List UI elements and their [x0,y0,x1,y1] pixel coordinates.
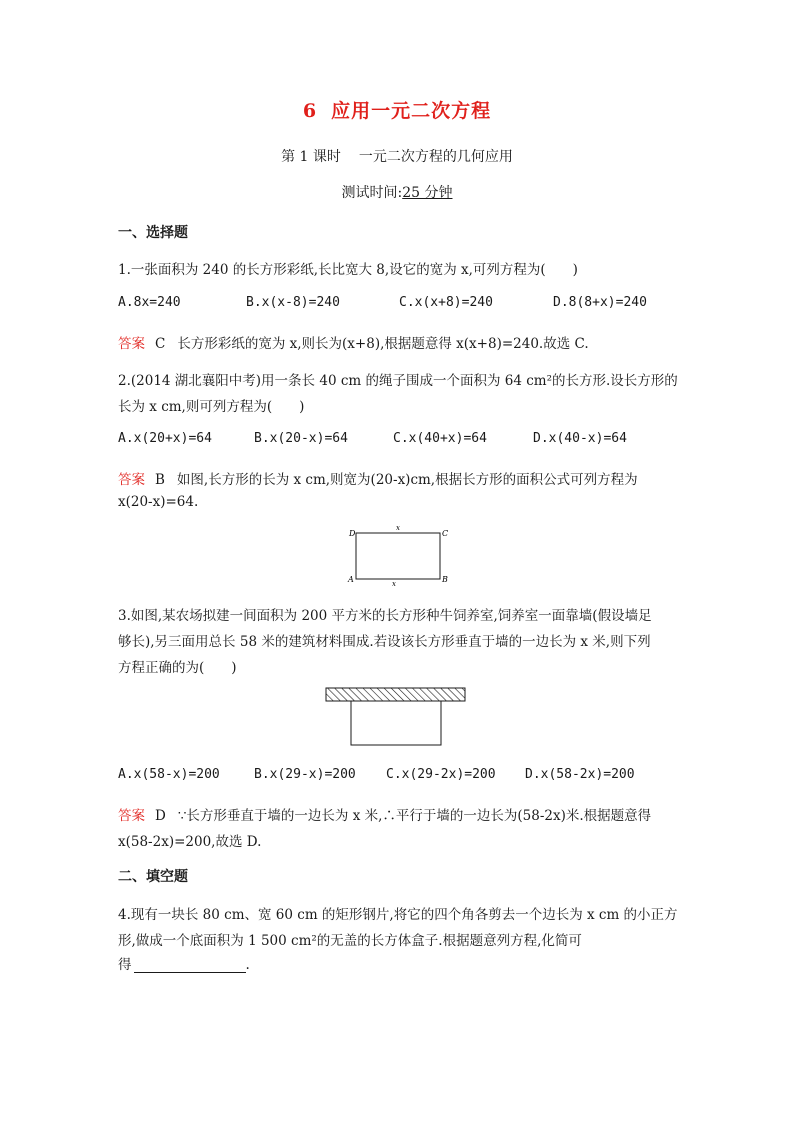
lesson-subtitle [0,146,794,166]
side-label-bottom: x [392,580,396,586]
q3-option-d: D.x(58-2x)=200 [525,767,635,782]
q2-answer [118,468,678,488]
test-time [0,182,794,202]
q1-option-b: B.x(x-8)=240 [246,295,340,310]
section-choice-title: 一、选择题 [118,225,188,241]
vertex-b: B [442,575,448,584]
q4-line3-prefix: 得 [118,957,132,973]
q4-line3-suffix: . [245,957,250,973]
vertex-c: C [442,529,449,538]
q1-explanation: 长方形彩纸的宽为 x,则长为(x+8),根据题意得 x(x+8)=240.故选 C. [177,336,589,352]
q3-answer [118,804,678,824]
lesson-label: 第 1 课时 [281,149,341,165]
chapter-title [0,96,794,123]
q3-answer-letter: D [155,808,166,824]
q1-answer-label: 答案 [118,336,145,352]
q3-explanation-line1: ∵长方形垂直于墙的一边长为 x 米,∴平行于墙的一边长为(58-2x)米.根据题意得 [177,808,652,824]
q1-answer [118,332,678,352]
lesson-title: 一元二次方程的几何应用 [358,149,513,165]
q3-option-c: C.x(29-2x)=200 [386,767,496,782]
enclosure-fence [351,701,441,745]
q1-option-d: D.8(8+x)=240 [553,295,647,310]
q2-stem-line1: 2.(2014 湖北襄阳中考)用一条长 40 cm 的绳子围成一个面积为 64 cm²的长方形.设长方形的 [118,373,678,389]
q3-stem-line3: 方程正确的为( ) [118,660,237,676]
q2-explanation-line1: 如图,长方形的长为 x cm,则宽为(20-x)cm,根据长方形的面积公式可列方程为 [176,472,638,488]
q1-answer-letter: C [155,336,166,352]
test-time-value: 25 分钟 [402,185,453,201]
q2-option-b: B.x(20-x)=64 [254,431,348,446]
test-time-prefix: 测试时间: [341,185,403,201]
q4-stem-line2: 形,做成一个底面积为 1 500 cm²的无盖的长方体盒子.根据题意列方程,化简可 [118,933,582,949]
q2-stem-line2: 长为 x cm,则可列方程为( ) [118,399,305,415]
q3-option-a: A.x(58-x)=200 [118,767,220,782]
q2-option-d: D.x(40-x)=64 [533,431,627,446]
q3-enclosure-figure [325,686,467,748]
chapter-title-text: 应用一元二次方程 [331,100,492,122]
q3-option-b: B.x(29-x)=200 [254,767,356,782]
q3-stem-line1: 3.如图,某农场拟建一间面积为 200 平方米的长方形种牛饲养室,饲养室一面靠墙(假设墙足 [118,608,652,624]
q1-option-c: C.x(x+8)=240 [399,295,493,310]
q1-option-a: A.8x=240 [118,295,181,310]
q4-stem-line3 [118,953,678,973]
q1-stem: 1.一张面积为 240 的长方形彩纸,长比宽大 8,设它的宽为 x,可列方程为( ) [118,262,578,278]
q2-answer-letter: B [155,472,165,488]
q2-answer-label: 答案 [118,472,145,488]
section-fill-title: 二、填空题 [118,869,188,885]
rectangle-shape [356,533,440,579]
q3-answer-label: 答案 [118,808,145,824]
chapter-number: 6 [302,100,318,122]
q3-stem-line2: 够长),另三面用总长 58 米的建筑材料围成.若设该长方形垂直于墙的一边长为 x 米,则下列 [118,634,651,650]
q2-option-a: A.x(20+x)=64 [118,431,212,446]
wall-hatched [326,688,465,701]
q4-answer-blank[interactable] [134,958,246,973]
vertex-d: D [349,529,356,538]
q3-explanation-line2: x(58-2x)=200,故选 D. [118,834,262,850]
vertex-a: A [348,575,354,584]
q2-option-c: C.x(40+x)=64 [393,431,487,446]
side-label-top: x [396,524,400,532]
q2-rectangle-figure [342,520,454,586]
q2-explanation-line2: x(20-x)=64. [118,494,199,510]
q4-stem-line1: 4.现有一块长 80 cm、宽 60 cm 的矩形钢片,将它的四个角各剪去一个边长为 x cm 的小正方 [118,907,678,923]
